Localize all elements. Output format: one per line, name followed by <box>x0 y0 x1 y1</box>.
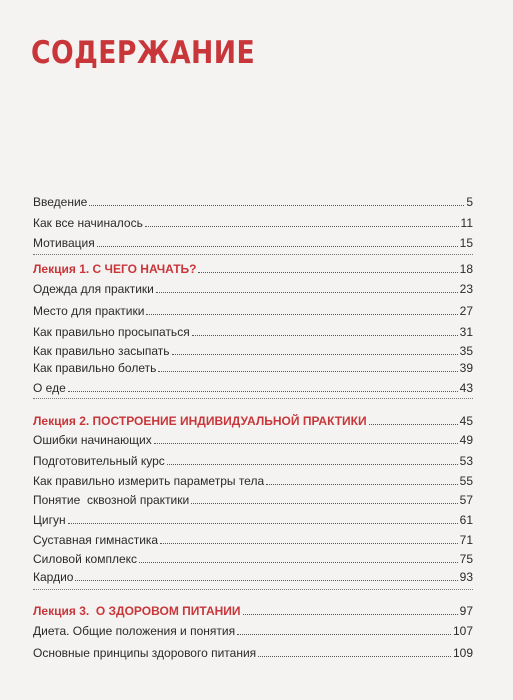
toc-entry[interactable] <box>33 566 473 584</box>
page-title: СОДЕРЖАНИЕ <box>31 35 256 71</box>
toc-entry-how-it-began[interactable] <box>33 212 473 230</box>
toc-entry-label: Одежда для практики <box>33 282 154 296</box>
toc-entry-introduction[interactable] <box>33 191 473 209</box>
toc-lecture-title: Лекция 2. ПОСТРОЕНИЕ ИНДИВИДУАЛЬНОЙ ПРАКТИКИ <box>33 414 367 428</box>
toc-entry-label: Подготовительный курс <box>33 454 165 468</box>
leader-dots <box>154 443 458 444</box>
toc-lecture-3[interactable] <box>33 600 473 618</box>
toc-entry-label: Мотивация <box>33 236 95 250</box>
toc-lecture-1[interactable] <box>33 258 473 276</box>
toc-entry-label: Введение <box>33 195 88 209</box>
toc-entry-page: 109 <box>452 646 473 660</box>
toc-entry-page: 43 <box>459 381 473 395</box>
toc-entry-label: Как правильно засыпать <box>33 344 170 358</box>
toc-entry-page: 27 <box>459 304 473 318</box>
toc-entry[interactable] <box>33 278 473 296</box>
toc-entry[interactable] <box>33 529 473 547</box>
toc-entry-page: 49 <box>459 433 473 447</box>
toc-entry-label: Кардио <box>33 570 74 584</box>
toc-entry[interactable] <box>33 377 473 395</box>
toc-entry-label: Силовой комплекс <box>33 552 137 566</box>
section-divider <box>33 254 473 255</box>
toc-entry-label: Как правильно измерить параметры тела <box>33 474 265 488</box>
leader-dots <box>243 614 458 615</box>
toc-entry-page: 18 <box>459 262 473 276</box>
section-divider <box>33 398 473 399</box>
toc-entry[interactable] <box>33 321 473 339</box>
toc-entry-page: 39 <box>459 361 473 375</box>
toc-entry-label: Как правильно просыпаться <box>33 325 190 339</box>
toc-entry-page: 57 <box>459 493 473 507</box>
leader-dots <box>369 424 458 425</box>
toc-entry[interactable] <box>33 489 473 507</box>
toc-entry-page: 35 <box>459 344 473 358</box>
section-divider <box>33 589 473 590</box>
toc-entry-label: О еде <box>33 381 66 395</box>
toc-entry-page: 53 <box>459 454 473 468</box>
leader-dots <box>266 484 458 485</box>
toc-entry-page: 61 <box>459 513 473 527</box>
leader-dots <box>156 292 458 293</box>
leader-dots <box>75 580 457 581</box>
toc-entry[interactable] <box>33 620 473 638</box>
toc-entry-page: 15 <box>459 236 473 250</box>
leader-dots <box>139 562 458 563</box>
leader-dots <box>97 246 458 247</box>
leader-dots <box>192 335 458 336</box>
toc-lecture-title: Лекция 1. С ЧЕГО НАЧАТЬ? <box>33 262 197 276</box>
toc-entry-page: 75 <box>459 552 473 566</box>
toc-entry[interactable] <box>33 357 473 375</box>
toc-entry-page: 23 <box>459 282 473 296</box>
toc-entry-page: 93 <box>459 570 473 584</box>
toc-entry[interactable] <box>33 509 473 527</box>
leader-dots <box>160 543 458 544</box>
toc-entry-label: Понятие сквозной практики <box>33 493 190 507</box>
toc-entry-label: Ошибки начинающих <box>33 433 152 447</box>
toc-entry-label: Цигун <box>33 513 66 527</box>
toc-lecture-2[interactable] <box>33 410 473 428</box>
toc-entry[interactable] <box>33 450 473 468</box>
toc-lecture-title: Лекция 3. О ЗДОРОВОМ ПИТАНИИ <box>33 604 241 618</box>
leader-dots <box>68 391 458 392</box>
toc-entry-label: Место для практики <box>33 304 145 318</box>
toc-entry-page: 45 <box>459 414 473 428</box>
leader-dots <box>68 523 458 524</box>
leader-dots <box>258 656 451 657</box>
leader-dots <box>167 464 458 465</box>
toc-entry-motivation[interactable] <box>33 232 473 250</box>
toc-entry[interactable] <box>33 548 473 566</box>
toc-entry-page: 31 <box>459 325 473 339</box>
toc-entry[interactable] <box>33 429 473 447</box>
toc-entry[interactable] <box>33 470 473 488</box>
leader-dots <box>158 371 457 372</box>
toc-entry-page: 55 <box>459 474 473 488</box>
toc-entry-label: Диета. Общие положения и понятия <box>33 624 236 638</box>
toc-entry-page: 107 <box>452 624 473 638</box>
leader-dots <box>89 205 464 206</box>
toc-entry-label: Основные принципы здорового питания <box>33 646 257 660</box>
toc-entry[interactable] <box>33 642 473 660</box>
toc-entry-label: Как все начиналось <box>33 216 143 230</box>
leader-dots <box>237 634 451 635</box>
toc-entry-page: 71 <box>459 533 473 547</box>
toc-entry-page: 5 <box>466 195 473 209</box>
leader-dots <box>172 354 458 355</box>
toc-entry-label: Как правильно болеть <box>33 361 157 375</box>
toc-entry-page: 11 <box>460 216 473 230</box>
leader-dots <box>198 272 457 273</box>
toc-entry[interactable] <box>33 340 473 358</box>
leader-dots <box>191 503 457 504</box>
leader-dots <box>145 226 459 227</box>
toc-entry-label: Суставная гимнастика <box>33 533 159 547</box>
toc-entry-page: 97 <box>459 604 473 618</box>
leader-dots <box>146 314 457 315</box>
toc-entry[interactable] <box>33 300 473 318</box>
